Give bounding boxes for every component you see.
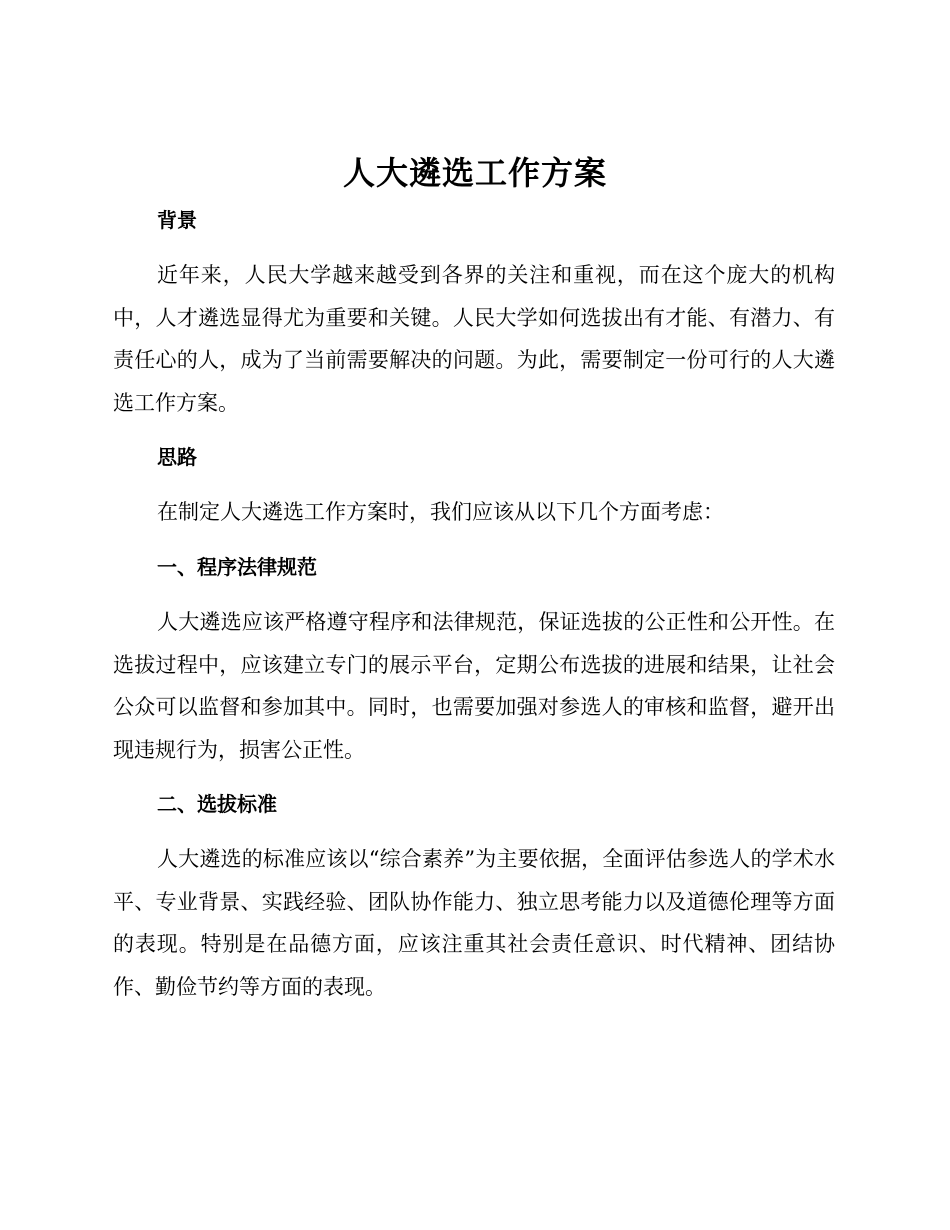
section-heading-selection-criteria: 二、选拔标准 — [157, 792, 277, 816]
section-paragraph-approach: 在制定人大遴选工作方案时，我们应该从以下几个方面考虑： — [157, 500, 724, 524]
section-paragraph-selection-criteria: 人大遴选的标准应该以“综合素养”为主要依据，全面评估参选人的学术水平、专业背景、实践经验、团队协作能力、独立思考能力以及道德伦理等方面的表现。特别是在品德方面，应该注重其社会责任意识、时代精神、团结协作、勤俭节约等方面的表现。 — [113, 847, 835, 999]
section-heading-procedure-law: 一、程序法律规范 — [157, 555, 317, 579]
section-heading-approach: 思路 — [157, 445, 197, 469]
section-paragraph-procedure-law: 人大遴选应该严格遵守程序和法律规范，保证选拔的公正性和公开性。在选拔过程中，应该建立专门的展示平台，定期公布选拔的进展和结果，让社会公众可以监督和参加其中。同时，也需要加强对参选人的审核和监督，避开出现违规行为，损害公正性。 — [113, 610, 835, 762]
section-heading-background: 背景 — [157, 208, 197, 232]
document-title: 人大遴选工作方案 — [342, 154, 607, 192]
section-paragraph-background: 近年来，人民大学越来越受到各界的关注和重视，而在这个庞大的机构中，人才遴选显得尤为重要和关键。人民大学如何选拔出有才能、有潜力、有责任心的人，成为了当前需要解决的问题。为此，需要制定一份可行的人大遴选工作方案。 — [113, 263, 835, 415]
